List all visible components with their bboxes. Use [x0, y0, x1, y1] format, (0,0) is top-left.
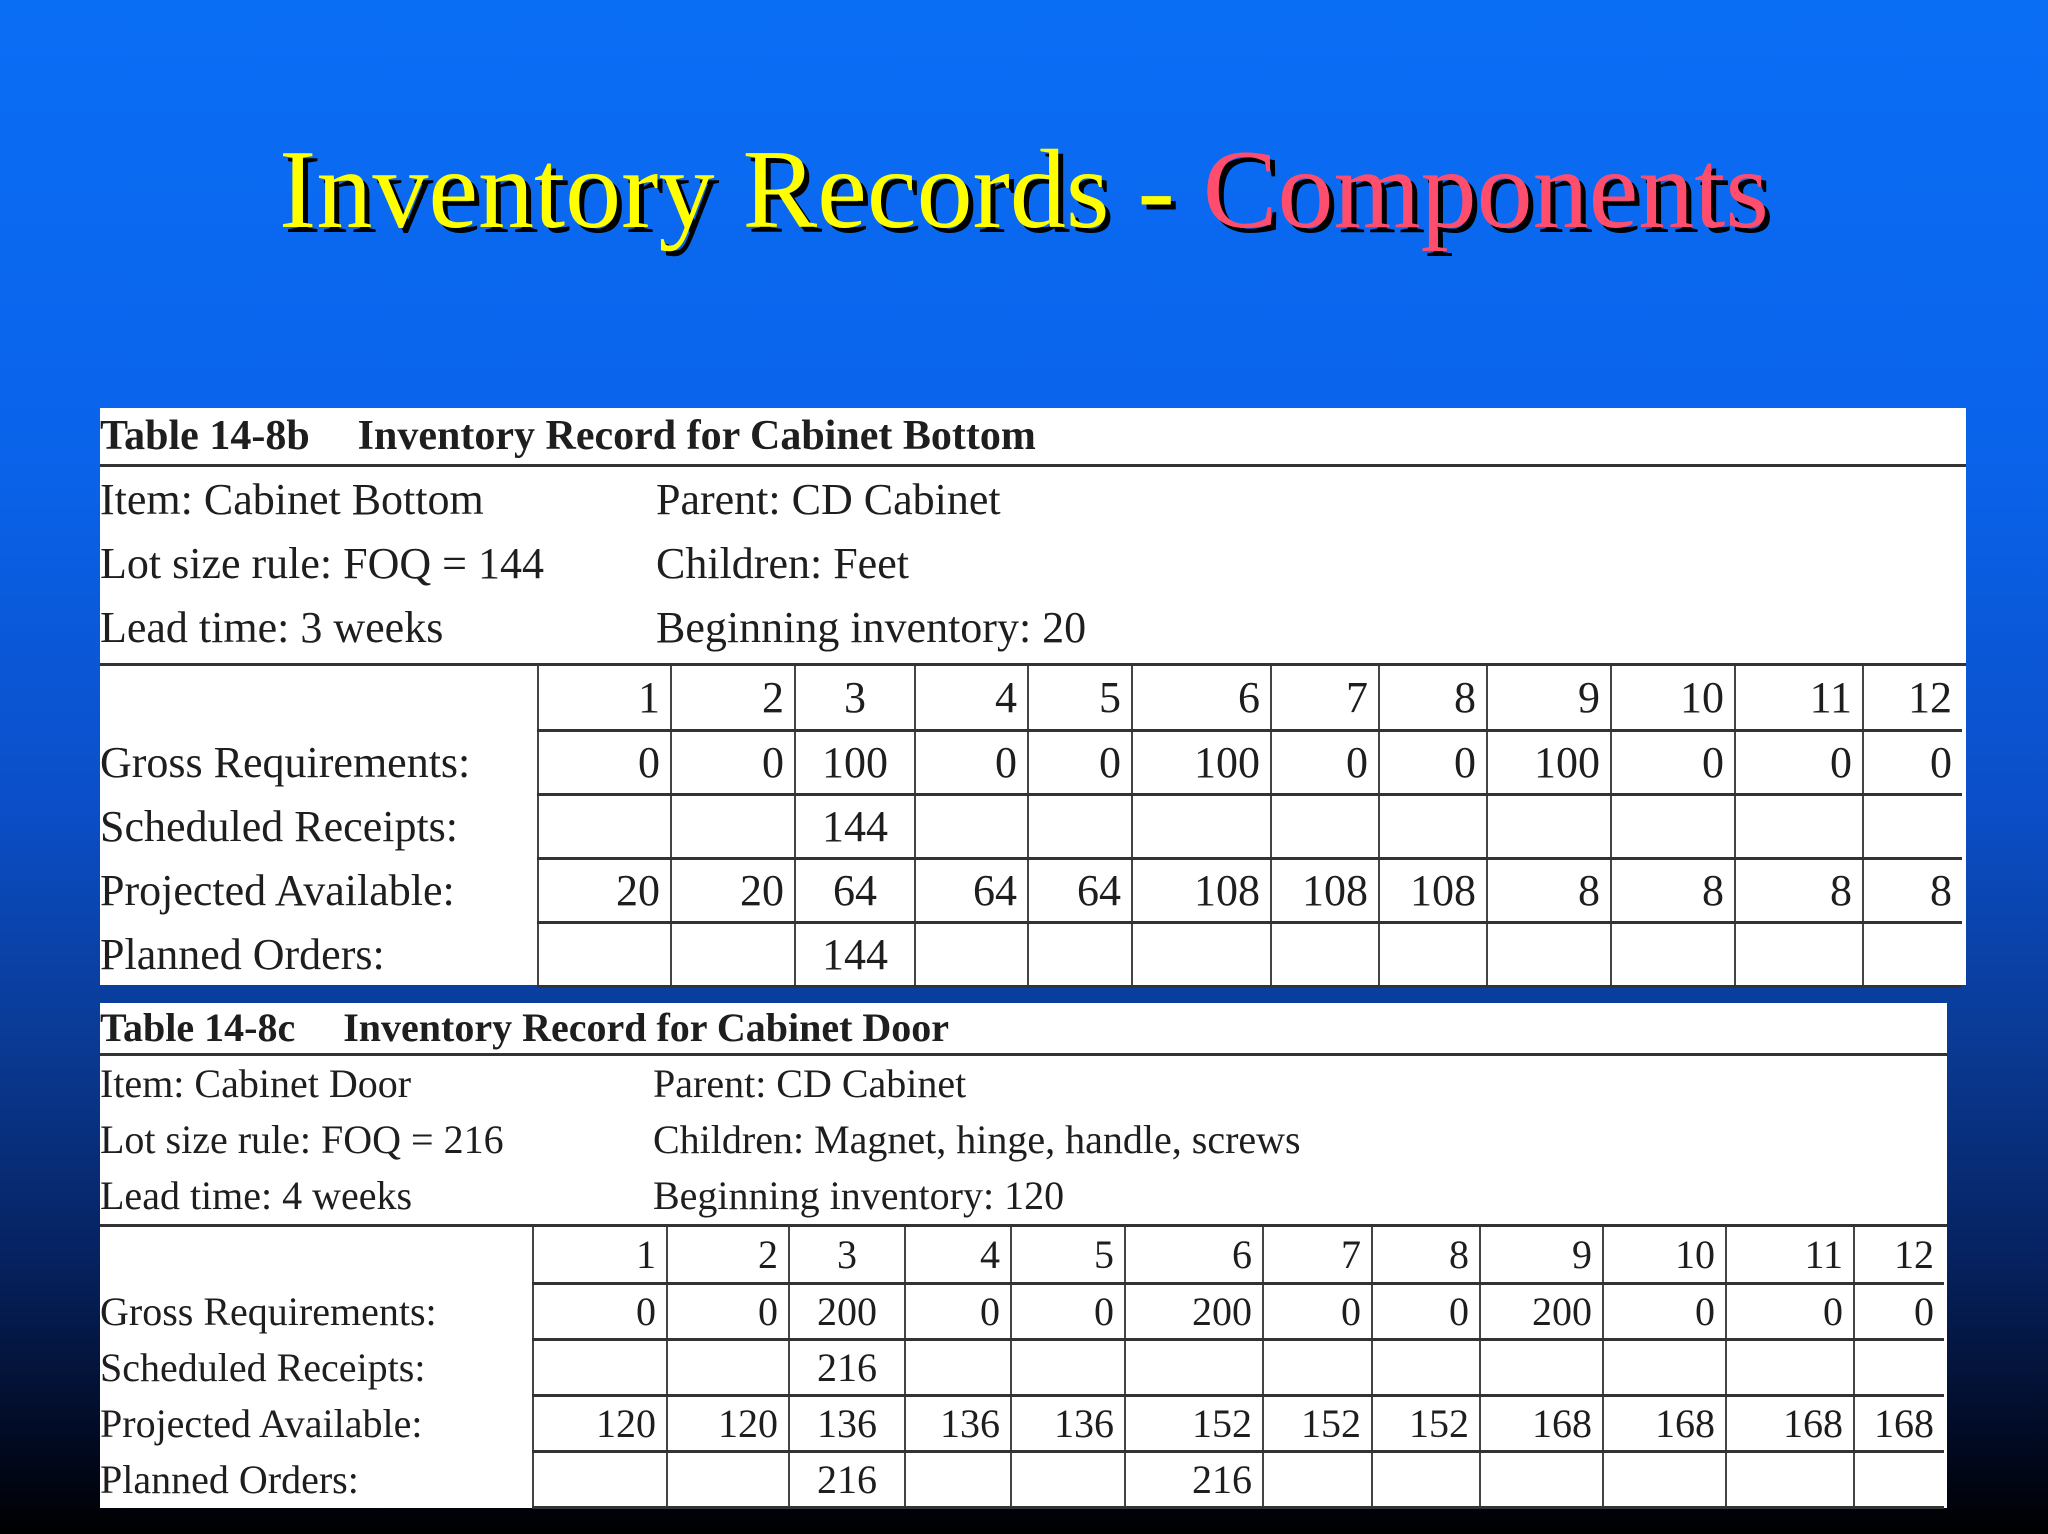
children-list: Children: Feet — [656, 539, 909, 588]
period-header-row — [100, 1227, 1944, 1283]
mrp-grid — [100, 1227, 1944, 1509]
table-cell — [1028, 922, 1132, 986]
table-cell: 144 — [795, 794, 915, 858]
table-cell: 0 — [1271, 730, 1379, 794]
table-cell: 216 — [1125, 1451, 1263, 1507]
period-header: 2 — [667, 1227, 789, 1283]
period-header: 12 — [1854, 1227, 1944, 1283]
period-header: 5 — [1028, 666, 1132, 730]
beginning-inventory: Beginning inventory: 20 — [656, 603, 1087, 652]
period-header: 10 — [1611, 666, 1735, 730]
table-cell: 100 — [1487, 730, 1611, 794]
table-cell: 0 — [1372, 1283, 1480, 1339]
table-number: Table 14-8c — [100, 1005, 296, 1050]
period-header: 12 — [1863, 666, 1962, 730]
table-cell — [538, 922, 671, 986]
inventory-record-cabinet-bottom — [100, 408, 1966, 985]
table-cell: 0 — [1726, 1283, 1854, 1339]
table-cell — [1863, 922, 1962, 986]
table-cell: 120 — [667, 1395, 789, 1451]
table-cell: 136 — [1011, 1395, 1125, 1451]
table-cell — [1863, 794, 1962, 858]
table-cell: 168 — [1726, 1395, 1854, 1451]
period-header: 4 — [905, 1227, 1011, 1283]
table-cell: 0 — [671, 730, 795, 794]
period-header: 6 — [1132, 666, 1271, 730]
lead-time: Lead time: 4 weeks — [100, 1173, 413, 1218]
row-label: Gross Requirements: — [100, 1288, 437, 1334]
scheduled-receipts-row — [100, 794, 1962, 858]
table-cell — [533, 1339, 667, 1395]
table-cell — [1011, 1451, 1125, 1507]
row-label: Planned Orders: — [100, 929, 385, 979]
table-cell — [1125, 1339, 1263, 1395]
projected-available-row — [100, 1395, 1944, 1451]
gross-requirements-row — [100, 1283, 1944, 1339]
table-cell — [1271, 922, 1379, 986]
row-label: Gross Requirements: — [100, 737, 471, 787]
table-cell — [905, 1339, 1011, 1395]
table-caption — [100, 408, 1966, 467]
table-cell: 100 — [1132, 730, 1271, 794]
projected-available-row — [100, 858, 1962, 922]
planned-orders-row — [100, 1451, 1944, 1507]
period-header: 9 — [1480, 1227, 1603, 1283]
table-cell: 0 — [1854, 1283, 1944, 1339]
table-cell — [1735, 922, 1863, 986]
header-spacer — [100, 666, 538, 730]
slide-title-main: Inventory Records - — [279, 128, 1203, 252]
table-cell: 8 — [1611, 858, 1735, 922]
row-label: Scheduled Receipts: — [100, 1344, 426, 1390]
table-cell: 216 — [789, 1451, 905, 1507]
mrp-grid — [100, 666, 1962, 988]
slide-title — [0, 130, 2048, 250]
table-cell — [1480, 1339, 1603, 1395]
table-cell — [667, 1451, 789, 1507]
table-cell: 0 — [1263, 1283, 1372, 1339]
inventory-record-cabinet-door — [100, 1003, 1947, 1508]
table-cell — [538, 794, 671, 858]
table-cell: 216 — [789, 1339, 905, 1395]
table-cell — [1735, 794, 1863, 858]
lead-time: Lead time: 3 weeks — [100, 603, 444, 652]
beginning-inventory: Beginning inventory: 120 — [653, 1173, 1065, 1218]
table-cell: 8 — [1487, 858, 1611, 922]
table-cell — [1611, 794, 1735, 858]
table-cell — [1854, 1339, 1944, 1395]
header-spacer — [100, 1227, 533, 1283]
parent-name: Parent: CD Cabinet — [653, 1061, 967, 1106]
period-header: 11 — [1726, 1227, 1854, 1283]
table-cell: 152 — [1125, 1395, 1263, 1451]
table-cell — [671, 922, 795, 986]
table-cell — [1603, 1451, 1726, 1507]
item-name: Item: Cabinet Bottom — [100, 475, 484, 524]
table-cell — [1854, 1451, 1944, 1507]
table-cell — [915, 794, 1028, 858]
table-cell — [533, 1451, 667, 1507]
table-cell: 0 — [915, 730, 1028, 794]
table-cell: 100 — [795, 730, 915, 794]
lot-size-rule: Lot size rule: FOQ = 216 — [100, 1117, 504, 1162]
table-cell — [1487, 794, 1611, 858]
scheduled-receipts-row — [100, 1339, 1944, 1395]
period-header: 2 — [671, 666, 795, 730]
table-cell: 136 — [789, 1395, 905, 1451]
table-cell: 152 — [1372, 1395, 1480, 1451]
table-cell: 0 — [1028, 730, 1132, 794]
table-cell: 200 — [1125, 1283, 1263, 1339]
table-cell — [1028, 794, 1132, 858]
planned-orders-row — [100, 922, 1962, 986]
table-cell: 0 — [533, 1283, 667, 1339]
gross-requirements-row — [100, 730, 1962, 794]
table-cell — [1011, 1339, 1125, 1395]
period-header: 3 — [795, 666, 915, 730]
table-cell: 64 — [1028, 858, 1132, 922]
period-header: 5 — [1011, 1227, 1125, 1283]
table-cell: 0 — [1603, 1283, 1726, 1339]
row-label: Planned Orders: — [100, 1456, 359, 1502]
period-header: 4 — [915, 666, 1028, 730]
table-cell: 108 — [1132, 858, 1271, 922]
table-cell — [1487, 922, 1611, 986]
table-cell: 0 — [1611, 730, 1735, 794]
table-cell: 120 — [533, 1395, 667, 1451]
period-header: 9 — [1487, 666, 1611, 730]
table-title: Inventory Record for Cabinet Bottom — [357, 413, 1036, 459]
table-cell — [1372, 1339, 1480, 1395]
period-header: 7 — [1263, 1227, 1372, 1283]
parent-name: Parent: CD Cabinet — [656, 475, 1001, 524]
table-cell: 0 — [1379, 730, 1487, 794]
period-header: 6 — [1125, 1227, 1263, 1283]
table-cell: 0 — [538, 730, 671, 794]
children-list: Children: Magnet, hinge, handle, screws — [653, 1117, 1301, 1162]
row-label: Scheduled Receipts: — [100, 801, 459, 851]
table-cell — [1611, 922, 1735, 986]
period-header: 11 — [1735, 666, 1863, 730]
table-cell — [1132, 794, 1271, 858]
table-cell: 0 — [1863, 730, 1962, 794]
table-caption — [100, 1003, 1947, 1056]
table-cell: 152 — [1263, 1395, 1372, 1451]
table-cell: 108 — [1379, 858, 1487, 922]
table-cell — [1271, 794, 1379, 858]
table-cell: 136 — [905, 1395, 1011, 1451]
table-cell: 8 — [1735, 858, 1863, 922]
table-cell: 20 — [671, 858, 795, 922]
table-cell — [1372, 1451, 1480, 1507]
table-cell: 168 — [1854, 1395, 1944, 1451]
period-header: 10 — [1603, 1227, 1726, 1283]
table-cell — [667, 1339, 789, 1395]
table-cell — [1603, 1339, 1726, 1395]
table-cell: 0 — [905, 1283, 1011, 1339]
table-cell: 64 — [915, 858, 1028, 922]
period-header: 8 — [1379, 666, 1487, 730]
table-cell — [1263, 1339, 1372, 1395]
table-number: Table 14-8b — [100, 413, 310, 459]
table-cell — [1480, 1451, 1603, 1507]
lot-size-rule: Lot size rule: FOQ = 144 — [100, 539, 544, 588]
table-cell — [1263, 1451, 1372, 1507]
table-cell: 168 — [1480, 1395, 1603, 1451]
period-header: 3 — [789, 1227, 905, 1283]
item-info — [100, 1056, 1947, 1227]
period-header: 1 — [533, 1227, 667, 1283]
table-cell — [671, 794, 795, 858]
table-cell: 200 — [789, 1283, 905, 1339]
table-cell — [1379, 794, 1487, 858]
table-cell: 108 — [1271, 858, 1379, 922]
table-cell: 200 — [1480, 1283, 1603, 1339]
table-cell — [905, 1451, 1011, 1507]
table-cell: 20 — [538, 858, 671, 922]
table-cell — [1726, 1339, 1854, 1395]
table-cell — [1726, 1451, 1854, 1507]
item-name: Item: Cabinet Door — [100, 1061, 412, 1106]
period-header: 8 — [1372, 1227, 1480, 1283]
table-cell: 0 — [1011, 1283, 1125, 1339]
row-label: Projected Available: — [100, 1400, 423, 1446]
period-header: 1 — [538, 666, 671, 730]
table-title: Inventory Record for Cabinet Door — [343, 1005, 950, 1050]
table-cell: 8 — [1863, 858, 1962, 922]
slide-title-accent: Components — [1202, 128, 1769, 252]
row-label: Projected Available: — [100, 865, 455, 915]
table-cell: 0 — [1735, 730, 1863, 794]
item-info — [100, 467, 1966, 666]
table-cell: 0 — [667, 1283, 789, 1339]
table-cell: 144 — [795, 922, 915, 986]
period-header-row — [100, 666, 1962, 730]
table-cell: 64 — [795, 858, 915, 922]
period-header: 7 — [1271, 666, 1379, 730]
table-cell — [1379, 922, 1487, 986]
table-cell — [915, 922, 1028, 986]
table-cell — [1132, 922, 1271, 986]
table-cell: 168 — [1603, 1395, 1726, 1451]
